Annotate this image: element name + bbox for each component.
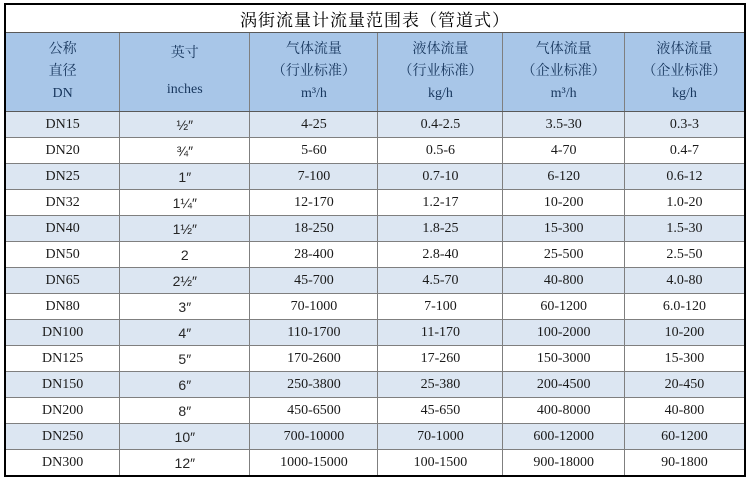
cell-liquid-industry: 100-1500 — [378, 450, 503, 477]
col-header-liquid-enterprise — [624, 33, 745, 112]
cell-dn: DN80 — [5, 294, 120, 320]
table-row — [5, 294, 745, 320]
header-spacer — [121, 65, 248, 79]
cell-dn: DN250 — [5, 424, 120, 450]
table-row — [5, 372, 745, 398]
cell-inches: 3″ — [120, 294, 250, 320]
cell-inches: 1¼″ — [120, 190, 250, 216]
cell-liquid-industry: 45-650 — [378, 398, 503, 424]
cell-dn: DN40 — [5, 216, 120, 242]
cell-liquid-industry: 7-100 — [378, 294, 503, 320]
header-unit: kg/h — [671, 85, 697, 101]
cell-gas-industry: 1000-15000 — [250, 450, 378, 477]
cell-gas-enterprise: 15-300 — [503, 216, 624, 242]
cell-inches: 1½″ — [120, 216, 250, 242]
cell-inches: 8″ — [120, 398, 250, 424]
col-header-gas-industry — [250, 33, 378, 112]
col-header-liquid-industry — [378, 33, 503, 112]
table-row — [5, 320, 745, 346]
header-line: （企业标准） — [521, 64, 606, 80]
cell-liquid-enterprise: 40-800 — [624, 398, 745, 424]
header-unit: m³/h — [550, 85, 577, 101]
cell-inches: ¾″ — [120, 138, 250, 164]
table-row — [5, 138, 745, 164]
cell-gas-industry: 170-2600 — [250, 346, 378, 372]
col-header-inches — [120, 33, 250, 112]
cell-inches: 6″ — [120, 372, 250, 398]
cell-liquid-enterprise: 4.0-80 — [624, 268, 745, 294]
cell-gas-industry: 7-100 — [250, 164, 378, 190]
cell-gas-industry: 5-60 — [250, 138, 378, 164]
cell-gas-enterprise: 200-4500 — [503, 372, 624, 398]
cell-gas-enterprise: 40-800 — [503, 268, 624, 294]
cell-liquid-industry: 17-260 — [378, 346, 503, 372]
cell-gas-industry: 450-6500 — [250, 398, 378, 424]
table-row — [5, 346, 745, 372]
cell-liquid-enterprise: 60-1200 — [624, 424, 745, 450]
header-line: 气体流量 — [535, 42, 592, 58]
cell-gas-enterprise: 3.5-30 — [503, 112, 624, 138]
cell-inches: 2½″ — [120, 268, 250, 294]
cell-liquid-industry: 70-1000 — [378, 424, 503, 450]
cell-liquid-enterprise: 1.0-20 — [624, 190, 745, 216]
table-row — [5, 216, 745, 242]
cell-liquid-enterprise: 20-450 — [624, 372, 745, 398]
cell-gas-industry: 110-1700 — [250, 320, 378, 346]
table-row — [5, 398, 745, 424]
col-header-gas-enterprise — [503, 33, 624, 112]
cell-gas-industry: 700-10000 — [250, 424, 378, 450]
cell-liquid-enterprise: 90-1800 — [624, 450, 745, 477]
cell-dn: DN20 — [5, 138, 120, 164]
table-row — [5, 242, 745, 268]
cell-inches: 5″ — [120, 346, 250, 372]
table-title: 涡街流量计流量范围表（管道式） — [5, 4, 745, 33]
cell-dn: DN125 — [5, 346, 120, 372]
cell-gas-enterprise: 900-18000 — [503, 450, 624, 477]
cell-gas-industry: 4-25 — [250, 112, 378, 138]
cell-liquid-industry: 1.2-17 — [378, 190, 503, 216]
title-row — [5, 4, 745, 33]
cell-liquid-industry: 25-380 — [378, 372, 503, 398]
header-line: 公称 — [48, 42, 77, 58]
col-header-dn — [5, 33, 120, 112]
cell-gas-industry: 18-250 — [250, 216, 378, 242]
cell-liquid-enterprise: 15-300 — [624, 346, 745, 372]
cell-liquid-industry: 0.4-2.5 — [378, 112, 503, 138]
cell-dn: DN32 — [5, 190, 120, 216]
cell-gas-enterprise: 600-12000 — [503, 424, 624, 450]
cell-liquid-enterprise: 10-200 — [624, 320, 745, 346]
cell-liquid-enterprise: 2.5-50 — [624, 242, 745, 268]
header-line: inches — [166, 82, 203, 97]
header-line: 直径 — [48, 64, 77, 80]
cell-dn: DN65 — [5, 268, 120, 294]
table-row — [5, 268, 745, 294]
table-row — [5, 112, 745, 138]
cell-gas-industry: 12-170 — [250, 190, 378, 216]
cell-inches: 1″ — [120, 164, 250, 190]
header-line: 液体流量 — [412, 42, 469, 58]
cell-liquid-enterprise: 0.3-3 — [624, 112, 745, 138]
cell-dn: DN50 — [5, 242, 120, 268]
table-row — [5, 424, 745, 450]
header-line: 液体流量 — [656, 42, 713, 58]
cell-liquid-enterprise: 1.5-30 — [624, 216, 745, 242]
cell-gas-industry: 28-400 — [250, 242, 378, 268]
cell-dn: DN300 — [5, 450, 120, 477]
cell-liquid-industry: 1.8-25 — [378, 216, 503, 242]
header-line: 英寸 — [170, 46, 199, 62]
cell-liquid-industry: 0.7-10 — [378, 164, 503, 190]
cell-gas-enterprise: 400-8000 — [503, 398, 624, 424]
header-line: 气体流量 — [285, 42, 342, 58]
cell-inches: 2 — [120, 242, 250, 268]
cell-dn: DN100 — [5, 320, 120, 346]
cell-gas-enterprise: 4-70 — [503, 138, 624, 164]
cell-inches: 12″ — [120, 450, 250, 477]
cell-dn: DN150 — [5, 372, 120, 398]
cell-gas-enterprise: 6-120 — [503, 164, 624, 190]
cell-liquid-enterprise: 0.6-12 — [624, 164, 745, 190]
table-body — [5, 112, 745, 477]
cell-liquid-industry: 2.8-40 — [378, 242, 503, 268]
cell-gas-enterprise: 150-3000 — [503, 346, 624, 372]
cell-inches: ½″ — [120, 112, 250, 138]
cell-dn: DN25 — [5, 164, 120, 190]
header-line: （行业标准） — [398, 64, 483, 80]
cell-gas-enterprise: 60-1200 — [503, 294, 624, 320]
flow-range-table — [4, 3, 746, 477]
cell-gas-enterprise: 25-500 — [503, 242, 624, 268]
cell-liquid-industry: 4.5-70 — [378, 268, 503, 294]
cell-inches: 10″ — [120, 424, 250, 450]
header-unit: kg/h — [428, 85, 453, 101]
cell-liquid-enterprise: 6.0-120 — [624, 294, 745, 320]
table-row — [5, 164, 745, 190]
cell-gas-industry: 70-1000 — [250, 294, 378, 320]
cell-dn: DN15 — [5, 112, 120, 138]
cell-gas-industry: 45-700 — [250, 268, 378, 294]
cell-liquid-industry: 0.5-6 — [378, 138, 503, 164]
header-row — [5, 33, 745, 112]
header-line: DN — [52, 85, 73, 101]
cell-inches: 4″ — [120, 320, 250, 346]
cell-liquid-industry: 11-170 — [378, 320, 503, 346]
table-row — [5, 190, 745, 216]
header-unit: m³/h — [300, 85, 327, 101]
cell-liquid-enterprise: 0.4-7 — [624, 138, 745, 164]
header-line: （行业标准） — [271, 64, 356, 80]
table-row — [5, 450, 745, 477]
cell-gas-industry: 250-3800 — [250, 372, 378, 398]
header-line: （企业标准） — [642, 64, 727, 80]
cell-gas-enterprise: 10-200 — [503, 190, 624, 216]
cell-gas-enterprise: 100-2000 — [503, 320, 624, 346]
cell-dn: DN200 — [5, 398, 120, 424]
